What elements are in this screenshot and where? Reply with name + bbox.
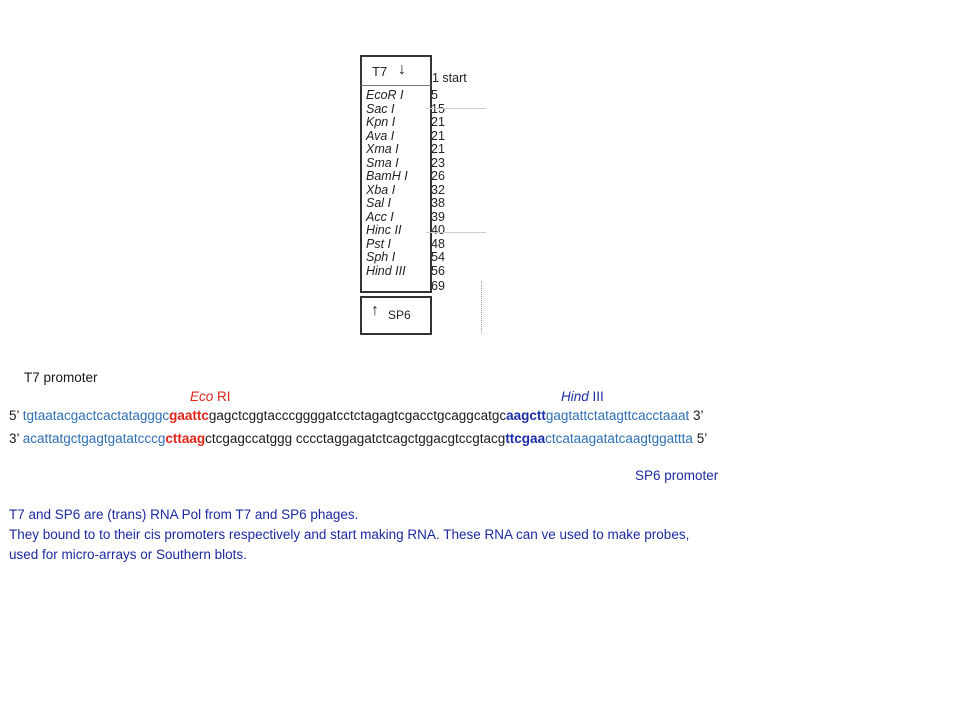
enzyme-position: 5	[431, 88, 438, 102]
arrow-down-icon: ↓	[398, 61, 406, 78]
start-label: 1 start	[432, 71, 467, 85]
top-seq-c: gagtattctatagttcacctaaat	[545, 408, 690, 423]
enzyme-position: 56	[431, 263, 445, 278]
hind-rest: III	[588, 389, 604, 404]
t7-promoter-label: T7 promoter	[24, 370, 98, 385]
sp6-box	[360, 296, 432, 335]
ecori-site-label	[190, 389, 231, 404]
hind-italic: Hind	[561, 389, 589, 404]
bottom-seq-b: ctcgagccatggg cccctaggagatctcagctggacgtccgtacg	[205, 431, 506, 446]
top-strand-prefix: 5’	[9, 408, 23, 423]
enzyme-position: 21	[431, 142, 445, 156]
note-line-1: T7 and SP6 are (trans) RNA Pol from T7 and SP6 phages.	[9, 507, 359, 522]
note-line-2: They bound to to their cis promoters respectively and start making RNA. These RNA can ve used to make probes,	[9, 527, 690, 542]
enzyme-name: Xba I	[366, 182, 396, 197]
ecori-rest: RI	[213, 389, 231, 404]
enzyme-position: 69	[431, 279, 445, 293]
t7-label: T7	[372, 64, 388, 79]
bottom-ecori-site: cttaag	[165, 431, 206, 446]
enzyme-position: 38	[431, 196, 445, 210]
top-hindiii-site: aagctt	[506, 408, 546, 423]
enzyme-position: 40	[431, 223, 445, 237]
enzyme-position: 23	[431, 155, 445, 170]
top-seq-b: gagctcggtacccggggatcctctagagtcgacctgcaggcatgc	[208, 408, 507, 423]
enzyme-position: 32	[431, 182, 445, 197]
top-ecori-site: gaattc	[169, 408, 209, 423]
enzyme-name: Kpn I	[366, 115, 396, 129]
dotted-line	[481, 281, 482, 333]
sp6-label: SP6	[388, 308, 411, 322]
bottom-hindiii-site: ttcgaa	[505, 431, 546, 446]
note-line-3: used for micro-arrays or Southern blots.	[9, 547, 247, 562]
enzyme-position: 21	[431, 128, 445, 143]
top-seq-a: tgtaatacgactcactatagggc	[22, 408, 170, 423]
enzyme-name: EcoR I	[366, 88, 404, 102]
bottom-seq-a: acattatgctgagtgatatcccg	[22, 431, 166, 446]
enzyme-position: 26	[431, 169, 445, 183]
enzyme-name: Sac I	[366, 101, 395, 116]
enzyme-name: Ava I	[366, 128, 395, 143]
polylinker-map	[356, 49, 496, 339]
arrow-up-icon: ↑	[371, 302, 379, 319]
enzyme-name: BamH I	[366, 169, 408, 183]
enzyme-name: Sma I	[366, 155, 399, 170]
ecori-italic: Eco	[190, 389, 214, 404]
enzyme-name: Pst I	[366, 236, 392, 251]
bottom-strand	[9, 431, 707, 446]
bottom-strand-suffix: 5’	[692, 431, 708, 446]
enzyme-position: 15	[431, 101, 445, 116]
t7-box	[360, 55, 432, 89]
bottom-strand-prefix: 3’	[9, 431, 23, 446]
sp6-promoter-label: SP6 promoter	[635, 468, 719, 483]
enzyme-name: Acc I	[366, 209, 394, 224]
divider-line	[426, 232, 486, 233]
enzyme-position: 39	[431, 209, 445, 224]
top-strand	[9, 408, 703, 423]
enzyme-position: 54	[431, 250, 445, 264]
enzyme-position: 48	[431, 236, 445, 251]
enzyme-name: Sph I	[366, 250, 396, 264]
enzyme-name: Hinc II	[366, 223, 402, 237]
divider-line	[426, 108, 486, 109]
enzyme-name: Sal I	[366, 196, 392, 210]
enzyme-name: Hind III	[366, 263, 406, 278]
enzyme-name: Xma I	[366, 142, 399, 156]
hindiii-site-label	[561, 389, 604, 404]
enzyme-position: 21	[431, 115, 445, 129]
top-strand-suffix: 3’	[689, 408, 704, 423]
bottom-seq-c: ctcataagatatcaagtggattta	[545, 431, 693, 446]
